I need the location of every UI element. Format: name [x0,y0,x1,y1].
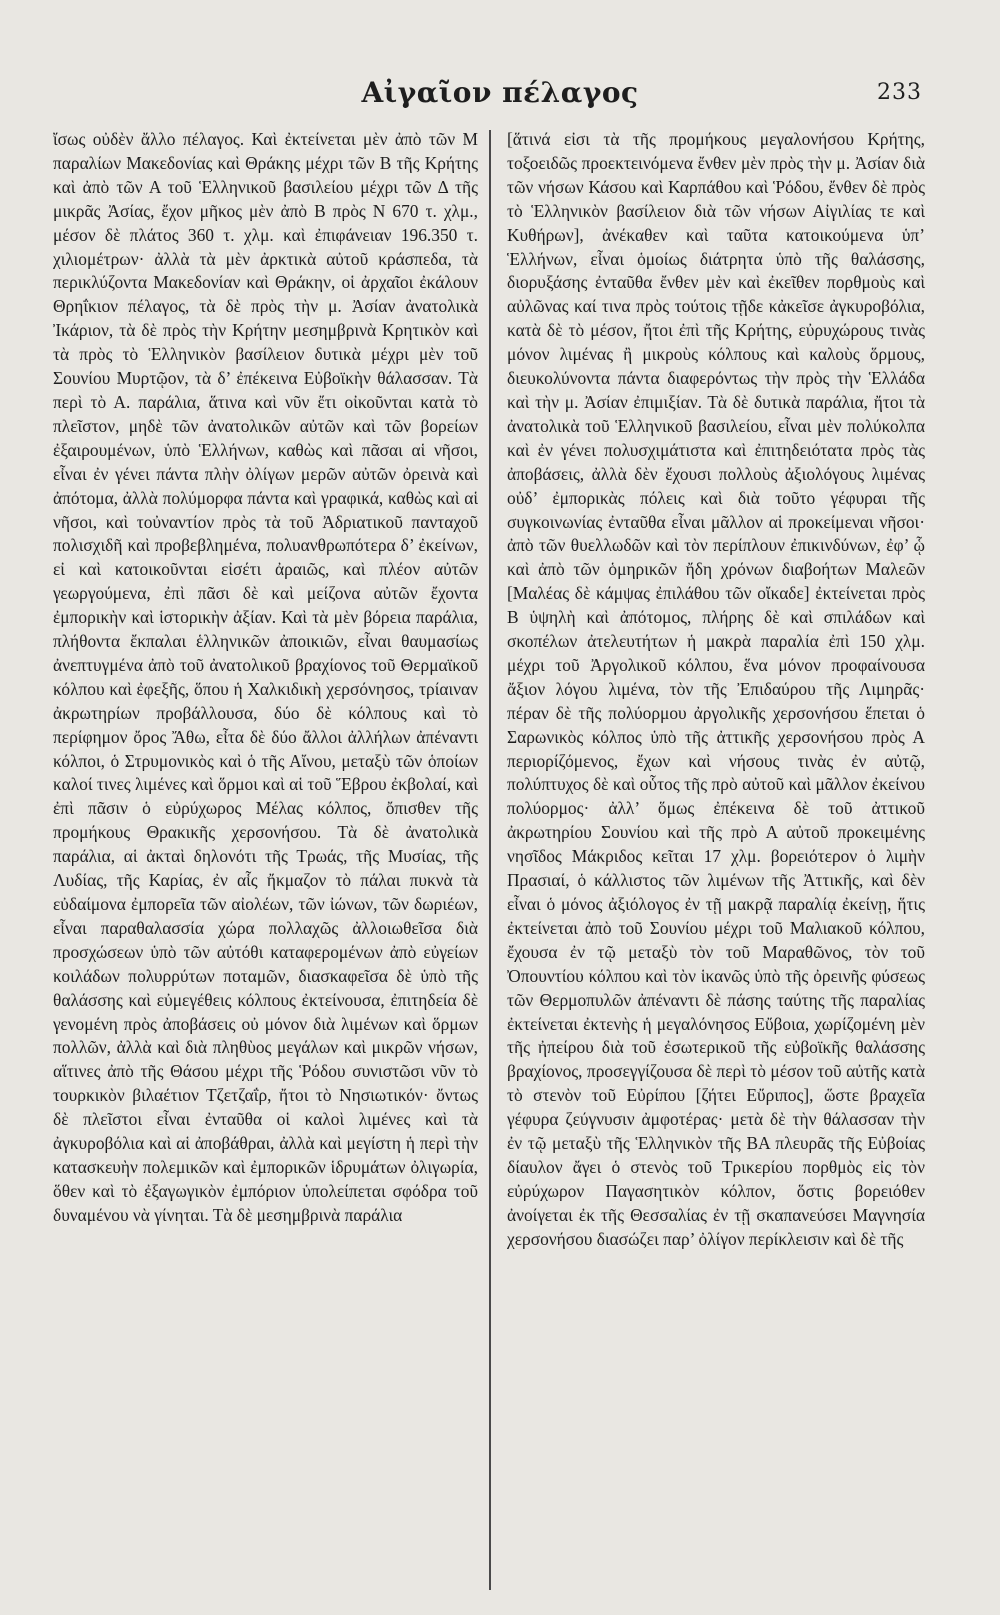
running-title: Αἰγαῖον πέλαγος [361,76,639,109]
page-header [0,64,1000,124]
text-column-left [53,128,478,1588]
body-text-right: [ἅτινά εἰσι τὰ τῆς προμήκους μεγαλονήσου Κρήτης, τοξοειδῶς προεκτεινόμενα ἔνθεν μὲν πρὸς τὴν μ. Ἀσίαν διὰ τῶν νήσων Κάσου καὶ Καρπάθου καὶ Ῥόδου, ἔνθεν δὲ πρὸς τὸ Ἑλληνικὸν βασίλειον διὰ τῶν νήσων Αἰγιλίας τε καὶ Κυθήρων], ἀνέκαθεν καὶ ταῦτα κατοικούμενα ὑπ’ Ἑλλήνων, εἶναι ὁμοίως διάτρητα ὑπὸ τῆς θαλάσσης, διορυξάσης ἐνταῦθα ἔνθεν μὲν καὶ ἐκεῖθεν πορθμοὺς καὶ αὐλῶνας καί τινα πρὸς τούτοις τῇδε κἀκεῖσε ἀγκυροβόλια, κατὰ δὲ τὸ μέσον, ἤτοι ἐπὶ τῆς Κρήτης, εὐρυχώρους τινὰς μόνον λιμένας ἢ μικροὺς κόλπους καὶ καλοὺς ὅρμους, διευκολύνοντα πάντα διαφερόντως τὴν πρὸς τὴν Ἑλλάδα καὶ τὴν μ. Ἀσίαν ἐπιμιξίαν. Τὰ δὲ δυτικὰ παράλια, ἤτοι τὰ ἀνατολικὰ τοῦ Ἑλληνικοῦ βασιλείου, εἶναι μὲν πολύκολπα καὶ ἐν γένει πολυσχιμάτιστα καὶ ἐπιτηδειότατα πρὸς τὰς ἀποβάσεις, ἀλλὰ δὲν ἔχουσι πολλοὺς ἀξιολόγους λιμένας οὐδ’ ἐμπορικὰς πόλεις καὶ διὰ τοῦτο γέφυραι τῆς συγκοινωνίας ἐνταῦθα εἶναι μᾶλλον αἱ προκείμεναι νῆσοι· ἀπὸ τῶν θυελλωδῶν καὶ τὸν περίπλουν ἐπικινδύνων, ἐφ’ ᾧ καὶ ἀπὸ τῶν ὁμηρικῶν ἤδη χρόνων διαβοήτων Μαλεῶν [Μαλέας δὲ κάμψας ἐπιλάθου τῶν οἴκαδε] ἐκτείνεται πρὸς Β ὑψηλὴ καὶ ἀπότομος, πλήρης δὲ καὶ σπιλάδων καὶ σκοπέλων ἀτελευτήτων ἡ μακρὰ παραλία ἐπὶ 150 χλμ. μέχρι τοῦ Ἀργολικοῦ κόλπου, ἕνα μόνον προφαίνουσα ἄξιον λόγου λιμένα, τὸν τῆς Ἐπιδαύρου τῆς Λιμηρᾶς· πέραν δὲ τῆς πολύορμου ἀργολικῆς χερσονήσου ἕπεται ὁ Σαρωνικὸς κόλπος ὑπὸ τῆς ἀττικῆς χερσονήσου πρὸς Α περιορίζόμενος, ἔχων καὶ νήσους τινὰς ἐν αὐτῷ, πολύπτυχος δὲ καὶ οὗτος τῆς πρὸ αὐτοῦ καὶ μᾶλλον ἐκείνου πολύορμος· ἀλλ’ ὅμως ἐπέκεινα δὲ τοῦ ἀττικοῦ ἀκρωτηρίου Σουνίου καὶ τῆς πρὸ Α αὐτοῦ προκειμένης νησῖδος Μάκριδος κεῖται 17 χλμ. βορειότερον ὁ λιμὴν Πρασιαί, ὁ κάλλιστος τῶν λιμένων τῆς Ἀττικῆς, καὶ δὲν εἶναι ὁ μόνος ἀξιόλογος ἐν τῇ μακρᾷ παραλίᾳ ἐκείνῃ, ἥτις ἐκτείνεται ἀπὸ τοῦ Σουνίου μέχρι τοῦ Μαλιακοῦ κόλπου, ἔχουσα ἐν τῷ μεταξὺ τὸν τοῦ Μαραθῶνος, τὸν τοῦ Ὀπουντίου κόλπου καὶ τὸν ἱκανῶς ὑπὸ τῆς ὀρεινῆς φύσεως τῶν Θερμοπυλῶν ἀπέναντι δὲ πάσης ταύτης τῆς παραλίας ἐκτείνεται ἐκτενὴς ἡ μεγαλόνησος Εὔβοια, χωρίζομένη μὲν τῆς ἠπείρου διὰ τοῦ ἐσωτερικοῦ τῆς εὐβοϊκῆς θαλάσσης βραχίονος, προσεγγίζουσα δὲ περὶ τὸ μέσον τοῦ αὐτῆς κατὰ τὸ στενὸν τοῦ Εὐρίπου [ζήτει Εὔριπος], ὥστε βραχεῖα γέφυρα ζεύγνυσιν ἀμφοτέρας· μετὰ δὲ τὴν θάλασσαν τὴν ἐν τῷ μεταξὺ τῆς Ἑλληνικὸν τῆς ΒΑ πλευρᾶς τῆς Εὐβοίας δίαυλον ἄγει ὁ στενὸς τοῦ Τρικερίου πορθμὸς εἰς τὸν εὐρύχωρον Παγασητικὸν κόλπον, ὅστις βορειόθεν ἀνοίγεται ἐκ τῆς Θεσσαλίας ἐν τῇ σκαπανεύσει Μαγνησία χερσονήσου διασώζει παρ’ ὀλίγον περίκλεισιν καὶ δὲ τῆς [507,129,925,1249]
text-column-right [507,128,925,1588]
page-number: 233 [877,80,922,105]
column-divider [489,130,491,1590]
body-text-left: ἴσως οὐδὲν ἄλλο πέλαγος. Καὶ ἐκτείνεται μὲν ἀπὸ τῶν Μ παραλίων Μακεδονίας καὶ Θράκης μέχρι τῶν Β τῆς Κρήτης καὶ ἀπὸ τῶν Α τοῦ Ἑλληνικοῦ βασιλείου μέχρι τῶν Δ τῆς μικρᾶς Ἀσίας, ἔχον μῆκος μὲν ἀπὸ Β πρὸς Ν 670 τ. χλμ., μέσον δὲ πλάτος 360 τ. χλμ. καὶ ἐπιφάνειαν 196.350 τ. χιλιομέτρων· ἀλλὰ τὰ μὲν ἀρκτικὰ αὐτοῦ κράσπεδα, τὰ περικλύζοντα Μακεδονίαν καὶ Θράκην, οἱ ἀρχαῖοι ἐκάλουν Θρηΐκιον πέλαγος, τὰ δὲ πρὸς τὴν μ. Ἀσίαν ἀνατολικὰ Ἰκάριον, τὰ δὲ πρὸς τὴν Κρήτην μεσημβρινὰ Κρητικὸν καὶ τὰ πρὸς τὸ Ἑλληνικὸν βασίλειον δυτικὰ μέχρι μὲν τοῦ Σουνίου Μυρτῷον, τὰ δ’ ἐπέκεινα Εὐβοϊκὴν θάλασσαν. Τὰ περὶ τὸ Α. παράλια, ἅτινα καὶ νῦν ἔτι οἰκοῦνται κατὰ τὸ πλεῖστον, μηδὲ τῶν ἀνατολικῶν αὐτῶν καὶ τῶν βορείων ἐξαιρουμένων, ὑπὸ Ἑλλήνων, καθὼς καὶ πᾶσαι αἱ νῆσοι, εἶναι ἐν γένει πάντα πλὴν ὀλίγων μερῶν αὐτῶν ὀρεινὰ καὶ ἀπότομα, ἀλλὰ πολύμορφα πάντα καὶ γραφικά, καθὼς καὶ αἱ νῆσοι, καὶ τοὐναντίον πρὸς τὰ τοῦ Ἀδριατικοῦ πανταχοῦ πολισχιδῆ καὶ προβεβλημένα, πολυανθρωπότερα δ’ ἐκείνων, εἰ καὶ κατοικοῦνται εἰσέτι ἀραιῶς, καὶ πλέον αὐτῶν γεωργούμενα, ἐπὶ πᾶσι δὲ καὶ μείζονα αὐτῶν ἔχοντα ἐμπορικὴν καὶ ἱστορικὴν ἀξίαν. Καὶ τὰ μὲν βόρεια παράλια, πλήθοντα ἔκπαλαι ἑλληνικῶν ἀποικιῶν, εἶναι θαυμασίως ἀνεπτυγμένα ἀπὸ τοῦ ἀνατολικοῦ βραχίονος τοῦ Θερμαϊκοῦ κόλπου καὶ ἐφεξῆς, ὅπου ἡ Χαλκιδικὴ χερσόνησος, τρίαιναν ἀκρωτηρίων προβάλλουσα, δύο δὲ κόλπους καὶ τὸ περίφημον ὄρος Ἄθω, εἶτα δὲ δύο ἄλλοι ἀλλήλων ἀπέναντι κόλποι, ὁ Στρυμονικὸς καὶ ὁ τῆς Αἴνου, μεταξὺ τῶν ὁποίων καλοί τινες λιμένες καὶ ὅρμοι καὶ αἱ τοῦ Ἕβρου ἐκβολαί, καὶ ἐπὶ πᾶσιν ὁ εὐρύχωρος Μέλας κόλπος, ὄπισθεν τῆς προμήκους Θρακικῆς χερσονήσου. Τὰ δὲ ἀνατολικὰ παράλια, αἱ ἀκταὶ δηλονότι τῆς Τρωάς, τῆς Μυσίας, τῆς Λυδίας, τῆς Καρίας, ἐν αἷς ἤκμαζον τὸ πάλαι πυκνὰ τὰ εὐδαίμονα ἐμπορεῖα τῶν αἰολέων, τῶν ἰώνων, τῶν δωριέων, εἶναι παραθαλασσία χώρα πολλαχῶς ἀλλοιωθεῖσα διὰ προσχώσεων ὑπὸ τῶν αὐτόθι καταφερομένων ἀπὸ εὐγείων κοιλάδων πολυρρύτων ποταμῶν, διασκαφεῖσα δὲ ὑπὸ τῆς θαλάσσης καὶ εὐμεγέθεις κόλπους ἐκτείνουσα, ἐπιτηδεία δὲ γενομένη πρὸς ἀποβάσεις οὐ μόνον διὰ λιμένων καὶ ὅρμων πολλῶν, ἀλλὰ καὶ διὰ πληθὺος μεγάλων καὶ μικρῶν νήσων, αἵτινες ἀπὸ τῆς Θάσου μέχρι τῆς Ῥόδου συνιστῶσι νῦν τὸ τουρκικὸν βιλαέτιον Τζετζαΐρ, ἤτοι τὸ Νησιωτικόν· ὄντως δὲ πλεῖστοι εἶναι ἐνταῦθα οἱ καλοὶ λιμένες καὶ τὰ ἀγκυροβόλια καὶ αἱ ἀποβάθραι, ἀλλὰ καὶ μεγίστη ἡ περὶ τὴν κατασκευὴν πολεμικῶν καὶ ἐμπορικῶν ἱδρυμάτων ὀλιγωρία, ὅθεν καὶ τὸ ἐξαγωγικὸν ἐμπόριον ὑπολείπεται σφόδρα τοῦ δυναμένου νὰ γίνηται. Τὰ δὲ μεσημβρινὰ παράλια [53,129,478,1225]
